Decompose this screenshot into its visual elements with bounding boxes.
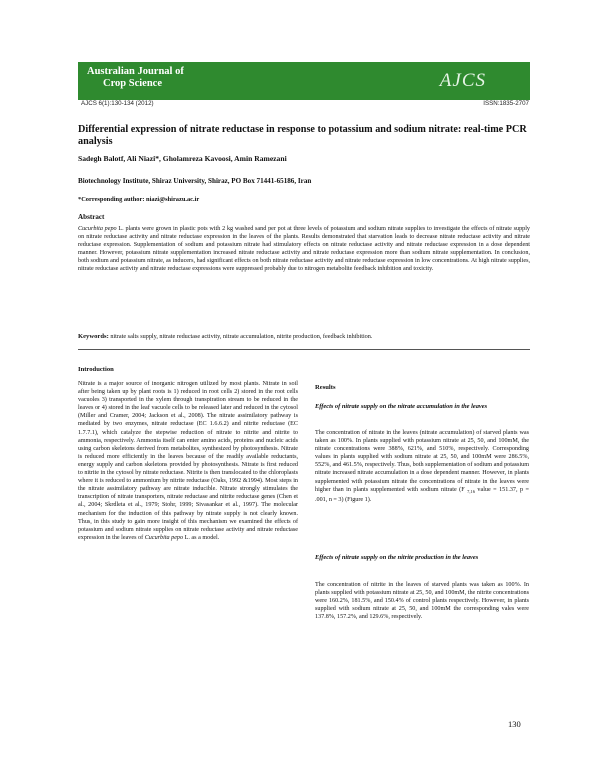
issn: ISSN:1835-2707 bbox=[483, 100, 529, 107]
keywords-label: Keywords: bbox=[78, 333, 109, 340]
introduction-body bbox=[78, 380, 298, 542]
abstract-body bbox=[78, 226, 530, 273]
results-heading: Results bbox=[315, 384, 336, 391]
journal-name-line1: Australian Journal of bbox=[87, 66, 184, 77]
results-subheading-nitrite: Effects of nitrate supply on the nitrite production in the leaves bbox=[315, 554, 479, 561]
results-paragraph-nitrate bbox=[315, 429, 529, 504]
results-paragraph-nitrite: The concentration of nitrite in the leaves of starved plants was taken as 100%. In plants supplied with potassium nitrate at 25, 50, and 100mM, the nitrite concentrations were 160.2%, 181.5%, and 150.4% of control plants respectively. However, in plants supplied with sodium nitrate at 25, 50, and 100mM the corresponding vales were 137.8%, 157.2%, and 129.6%, respectively. bbox=[315, 582, 529, 621]
keywords bbox=[78, 333, 530, 340]
abstract-text: L. plants were grown in plastic pots with 2 kg washed sand per pot at three levels of potassium and sodium nitrate supplies to investigate the effects of nitrate supply on nitrate reductase activity and nitrate reductase expression in the leaves of the plants. Results demonstrated that starvation leads to decrease nitrate reductase activity and nitrate reductase expression. Supplementation of sodium and potassium nitrate had stimulatory effects on nitrate reductase activity and nitrate reductase expression in a dose dependent manner. However, potassium nitrate supplementation increased nitrate reductase activity and nitrate reductase expression more than sodium nitrate supplementation. In conclusion, both sodium and potassium nitrate, as inducers, had significant effects on both nitrate reductase activity and nitrate reductase expression in low concentrations. At high nitrate supplies, nitrate reductase activity and nitrate reductase expressions were suppressed probably due to nitrogen metabolite feedback inhibition and toxicity. bbox=[78, 226, 530, 272]
journal-banner bbox=[78, 62, 530, 100]
corresponding-author: *Corresponding author: niazi@shirazu.ac.ir bbox=[78, 196, 200, 203]
introduction-text-end: L. as a model. bbox=[183, 534, 220, 541]
results-para1-subscript: 7,16 bbox=[467, 488, 475, 494]
introduction-heading: Introduction bbox=[78, 366, 114, 373]
article-title: Differential expression of nitrate reductase in response to potassium and sodium nitrate: real-time PCR analysis bbox=[78, 124, 527, 147]
results-para1-text: The concentration of nitrate in the leaves (nitrate accumulation) of starved plants was taken as 100%. In plants supplied with potassium nitrate at 25, 50, and 100mM, the nitrate concentrations were 388%, 621%, and 510%, respectively. Corresponding values in plants supplied with sodium nitrate at 25, 50, and 100mM were 286.5%, 552%, and 461.5%, respectively. Thus, both supplementation of sodium and potassium nitrate increased nitrate accumulation in a dose dependent manner. However, in plants supplemented with potassium nitrate the concentrations of nitrate in the leaves were higher than in plants supplemented with sodium nitrate (F bbox=[315, 430, 529, 493]
introduction-text: Nitrate is a major source of inorganic nitrogen utilized by most plants. Nitrate in soil after being taken up by plant roots is 1) reduced in root cells 2) stored in the root cells vacuoles 3) transported in the xylem through transpiration stream to be reduced in the leaves or 4) stored in the leaf vacuole cells to be released later and reduced in the cytosol (Miller and Cramer, 2004; Jackson et al., 2008). The nitrate assimilatory pathway is mediated by two enzymes, nitrate reductase (EC 1.6.6.2) and nitrite reductase (EC 1.7.7.1), which catalyze the stepwise reduction of nitrate to nitrite and nitrite to ammonia, respectively. Ammonia itself can enter amino acids, proteins and nucleic acids using carbon skeletons derived from metabolites, synthesized by photosynthesis. Nitrate is reduced more efficiently in the leaves because of the readily available reductants, energy supply and carbon skeletons provided by photosynthesis. Nitrate is first reduced to nitrite in the cytosol by nitrate reductase. Nitrite is then translocated to the chloroplasts where it is reduced to ammonium by nitrite reductase (Oaks, 1992 &1994). Most steps in the nitrate assimilatory pathway are nitrate inducible. Nitrate strongly stimulates the transcription of nitrate transporters, nitrate reductase and nitrite reductase genes (Chen et al., 2004; Skrdleta et al., 1979; Stohr, 1999; Sivasankar et al., 1997). The molecular mechanism for the induction of this pathway by nitrate supply is not clearly known. Thus, in this study to gain more insight of this mechanism we examined the effects of potassium and sodium nitrate supplies on nitrate reductase activity and nitrate reductase expression in the leaves of bbox=[78, 381, 298, 541]
abstract-heading: Abstract bbox=[78, 213, 105, 221]
introduction-species: Cucurbita pepo bbox=[144, 534, 184, 541]
journal-name-line2: Crop Science bbox=[103, 78, 163, 89]
page-number: 130 bbox=[508, 719, 521, 729]
authors: Sadegh Balotf, Ali Niazi*, Gholamreza Kavoosi, Amin Ramezani bbox=[78, 154, 287, 163]
citation: AJCS 6(1):130-134 (2012) bbox=[81, 100, 154, 107]
abstract-species: Cucurbita pepo bbox=[78, 226, 117, 232]
divider bbox=[78, 349, 530, 350]
journal-name bbox=[87, 66, 184, 90]
results-para1-text-end: value = 151.37, p = .001, n = 3) (Figure 1). bbox=[315, 486, 529, 503]
keywords-text: nitrate salts supply, nitrate reductase activity, nitrate accumulation, nitrite production, feedback inhibition. bbox=[108, 333, 373, 340]
affiliation: Biotechnology Institute, Shiraz University, Shiraz, PO Box 71441-65186, Iran bbox=[78, 177, 312, 185]
results-subheading-nitrate: Effects of nitrate supply on the nitrate accumulation in the leaves bbox=[315, 403, 488, 410]
journal-abbreviation: AJCS bbox=[439, 70, 486, 91]
